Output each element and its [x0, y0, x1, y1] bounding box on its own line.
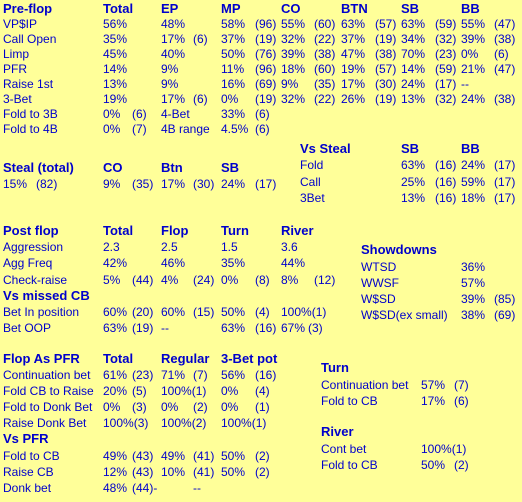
stat-count: (43): [132, 465, 154, 479]
col-turn: Turn: [221, 223, 249, 238]
stat-value: 26%: [341, 92, 366, 106]
flop-pfr-header: Flop As PFR: [3, 351, 80, 366]
stat-count: (19): [375, 32, 397, 46]
stat-value: 4.5%: [221, 122, 249, 136]
stat-value: 100%(1): [421, 442, 467, 456]
stat-count: (3): [308, 321, 323, 335]
row-label: Continuation bet: [3, 368, 91, 382]
stat-value: 48%: [161, 17, 186, 31]
stat-count: (16): [435, 158, 457, 172]
stat-value: 9%: [161, 62, 179, 76]
stat-value: 11%: [221, 62, 245, 76]
col-bb: BB: [461, 1, 480, 16]
preflop-header: Pre-flop: [3, 1, 53, 16]
stat-count: (1): [255, 400, 270, 414]
postflop-header: Post flop: [3, 223, 59, 238]
stat-value: 100%(2): [161, 416, 207, 430]
stat-count: (32): [435, 32, 457, 46]
stat-value: 18%: [281, 62, 306, 76]
stat-count: (16): [255, 368, 277, 382]
stat-count: (6): [454, 394, 469, 408]
row-label: Fold to CB: [321, 394, 378, 408]
row-label: Fold to CB: [3, 449, 60, 463]
stat-count: (7): [193, 368, 208, 382]
stat-count: (32): [435, 92, 457, 106]
stat-count: (57): [375, 17, 397, 31]
stat-value: 71%: [161, 368, 186, 382]
stat-value: 50%: [221, 449, 246, 463]
stat-value: 13%: [401, 191, 426, 205]
row-label: Call: [300, 175, 321, 189]
stat-value: 70%: [401, 47, 426, 61]
stat-value: 0%: [103, 107, 121, 121]
stat-count: (38): [375, 47, 397, 61]
row-label: 3-Bet: [3, 92, 32, 106]
stat-count: (69): [494, 308, 516, 322]
col-mp: MP: [221, 1, 241, 16]
stat-value: 33%: [221, 107, 246, 121]
row-label: Raise Donk Bet: [3, 416, 87, 430]
row-label: Limp: [3, 47, 30, 61]
stat-value: 55%: [281, 17, 306, 31]
row-label: WTSD: [361, 260, 397, 274]
stat-value: 63%: [341, 17, 366, 31]
stat-value: 14%: [401, 62, 426, 76]
stat-count: (7): [132, 122, 147, 136]
stat-value: 100%(3): [103, 416, 149, 430]
stat-value: 42%: [103, 256, 128, 270]
stat-value: 57%: [461, 276, 486, 290]
stat-count: (35): [132, 177, 154, 191]
stat-count: (2): [255, 449, 270, 463]
stat-value: 24%: [461, 158, 486, 172]
steal-header: Steal (total): [3, 160, 74, 175]
stat-count: (19): [255, 92, 277, 106]
col-3bet-pot: 3-Bet pot: [221, 351, 278, 366]
stat-value: 63%: [221, 321, 246, 335]
stat-value: 39%: [281, 47, 306, 61]
row-label: Fold to 3B: [3, 107, 58, 121]
stat-value: --: [461, 77, 469, 91]
stat-value: 10%: [161, 465, 186, 479]
stat-count: (38): [314, 47, 336, 61]
stat-value: 39%: [461, 292, 486, 306]
stat-count: (47): [494, 62, 516, 76]
row-label: Fold CB to Raise: [3, 384, 94, 398]
col-total: Total: [103, 223, 134, 238]
vs-pfr-header: Vs PFR: [3, 431, 49, 446]
stat-count: (17): [435, 77, 457, 91]
stat-count: (5): [132, 384, 147, 398]
col-total: Total: [103, 351, 134, 366]
showdowns-header: Showdowns: [361, 242, 437, 257]
stat-count: (30): [375, 77, 397, 91]
col-regular: Regular: [161, 351, 210, 366]
stat-value: 58%: [221, 17, 246, 31]
stat-value: 1.5: [221, 240, 238, 254]
stat-value: 48%: [103, 481, 128, 495]
stat-value: 45%: [103, 47, 128, 61]
stat-value: 47%: [341, 47, 366, 61]
row-label: Fold to CB: [321, 458, 378, 472]
stat-count: (69): [255, 77, 277, 91]
stat-count: (82): [36, 177, 58, 191]
stat-value: 63%: [401, 158, 426, 172]
stat-value: 21%: [461, 62, 486, 76]
stat-value: 19%: [103, 92, 128, 106]
col-sb: SB: [221, 160, 240, 175]
stat-value: 0%: [461, 47, 479, 61]
col-ep: EP: [161, 1, 179, 16]
stat-count: (60): [314, 62, 336, 76]
turn-header: Turn: [321, 360, 349, 375]
row-label: Raise CB: [3, 465, 54, 479]
stat-value: 50%: [221, 47, 246, 61]
stat-value: 2.3: [103, 240, 120, 254]
stat-value: 49%: [161, 449, 186, 463]
stat-value: 19%: [341, 62, 366, 76]
stat-value: 12%: [103, 465, 128, 479]
stat-value: 55%: [461, 17, 486, 31]
stat-value: 24%: [401, 77, 426, 91]
stat-count: (2): [193, 400, 208, 414]
stat-count: (17): [255, 177, 277, 191]
row-label: W$SD: [361, 292, 396, 306]
stat-value: 100%(1): [221, 416, 267, 430]
row-label: W$SD(ex small): [361, 308, 448, 322]
row-label: 4B range: [161, 122, 210, 136]
stat-count: (20): [132, 305, 154, 319]
stat-value: 50%: [421, 458, 446, 472]
stat-value: 49%: [103, 449, 128, 463]
col-co: CO: [281, 1, 301, 16]
stat-count: (59): [435, 17, 457, 31]
stat-count: (16): [435, 191, 457, 205]
stat-value: 2.5: [161, 240, 178, 254]
stat-count: (6): [255, 107, 270, 121]
stat-count: (96): [255, 17, 277, 31]
col-btn: BTN: [341, 1, 368, 16]
stat-value: 56%: [103, 17, 128, 31]
stat-value: 50%: [221, 465, 246, 479]
stat-count: (43): [132, 449, 154, 463]
stat-value: 0%: [103, 122, 121, 136]
stat-value: 13%: [401, 92, 426, 106]
stat-value: 17%: [341, 77, 366, 91]
row-label: 4-Bet: [161, 107, 190, 121]
stat-value: 25%: [401, 175, 426, 189]
stat-value: 59%: [461, 175, 486, 189]
vs-missed-cb-header: Vs missed CB: [3, 288, 90, 303]
row-label: Continuation bet: [321, 378, 409, 392]
row-label: Fold to 4B: [3, 122, 58, 136]
stat-value: 100%(1): [161, 384, 207, 398]
row-label: PFR: [3, 62, 27, 76]
stat-value: 61%: [103, 368, 128, 382]
row-label: Check-raise: [3, 273, 68, 287]
stat-count: (22): [314, 92, 336, 106]
stat-value: 16%: [221, 77, 246, 91]
stat-count: (22): [314, 32, 336, 46]
stat-count: (38): [494, 32, 516, 46]
stat-value: --: [161, 321, 169, 335]
stat-count: (6): [132, 107, 147, 121]
stat-count: (19): [375, 92, 397, 106]
stat-count: (8): [255, 273, 270, 287]
row-label: WWSF: [361, 276, 399, 290]
stat-count: (6): [193, 92, 208, 106]
row-label: Donk bet: [3, 481, 52, 495]
stat-value: 34%: [401, 32, 426, 46]
row-label: Bet In position: [3, 305, 80, 319]
stat-value: 63%: [401, 17, 426, 31]
stat-value: 37%: [341, 32, 366, 46]
stat-count: (59): [435, 62, 457, 76]
stat-value: 24%: [221, 177, 246, 191]
stat-value: 24%: [461, 92, 486, 106]
stat-count: (38): [494, 92, 516, 106]
stat-value: 100%(1): [281, 305, 327, 319]
stat-count: (7): [454, 378, 469, 392]
stat-value: 63%: [103, 321, 128, 335]
stat-count: (16): [435, 175, 457, 189]
stat-count: (2): [454, 458, 469, 472]
col-co: CO: [103, 160, 123, 175]
row-label: Agg Freq: [3, 256, 53, 270]
stat-value: 8%: [281, 273, 299, 287]
row-label: Cont bet: [321, 442, 367, 456]
stat-count: (17): [494, 158, 516, 172]
stat-count: (3): [132, 400, 147, 414]
row-label: Call Open: [3, 32, 57, 46]
stat-count: (19): [255, 32, 277, 46]
stat-value: 5%: [103, 273, 121, 287]
row-label: VP$IP: [3, 17, 38, 31]
stat-count: (15): [193, 305, 215, 319]
stat-count: (30): [193, 177, 215, 191]
stat-value: 60%: [161, 305, 186, 319]
stat-count: (76): [255, 47, 277, 61]
stat-count: (6): [494, 47, 509, 61]
stat-count: (23): [132, 368, 154, 382]
row-label: 3Bet: [300, 191, 325, 205]
stat-value: 35%: [103, 32, 128, 46]
stat-count: (4): [255, 305, 270, 319]
col-river: River: [281, 223, 314, 238]
stat-value: 17%: [161, 92, 186, 106]
stat-count: (35): [314, 77, 336, 91]
stat-count: (60): [314, 17, 336, 31]
stat-value: 4%: [161, 273, 179, 287]
stat-count: (96): [255, 62, 277, 76]
stat-value: 17%: [421, 394, 446, 408]
stat-value: 35%: [221, 256, 246, 270]
col-sb: SB: [401, 1, 420, 16]
stat-value: 46%: [161, 256, 186, 270]
stat-value: 38%: [461, 308, 486, 322]
stat-value: 0%: [221, 400, 239, 414]
row-label: Fold to Donk Bet: [3, 400, 93, 414]
stat-value: 36%: [461, 260, 486, 274]
row-label: Bet OOP: [3, 321, 52, 335]
stat-count: (57): [375, 62, 397, 76]
stat-count: (41): [193, 465, 215, 479]
stat-count: (16): [255, 321, 277, 335]
stat-value: --: [193, 481, 201, 495]
stat-value: 20%: [103, 384, 128, 398]
row-label: Fold: [300, 158, 324, 172]
stat-value: 18%: [461, 191, 486, 205]
stat-value: 57%: [421, 378, 446, 392]
stat-count: (4): [255, 384, 270, 398]
stat-value: 40%: [161, 47, 186, 61]
stat-value: 44%: [281, 256, 306, 270]
stat-count: (6): [255, 122, 270, 136]
row-label: Aggression: [3, 240, 64, 254]
col-sb: SB: [401, 141, 420, 156]
stat-value: 9%: [161, 77, 179, 91]
stat-value: 9%: [103, 177, 121, 191]
stat-count: (44)-: [132, 481, 158, 495]
stat-count: (41): [193, 449, 215, 463]
row-label: Raise 1st: [3, 77, 54, 91]
stat-value: 0%: [221, 384, 239, 398]
stat-value: 14%: [103, 62, 128, 76]
stat-count: (17): [494, 175, 516, 189]
stat-value: 0%: [161, 400, 179, 414]
col-total: Total: [103, 1, 134, 16]
stat-count: (85): [494, 292, 516, 306]
stat-count: (17): [494, 191, 516, 205]
stat-count: (47): [494, 17, 516, 31]
col-flop: Flop: [161, 223, 189, 238]
river-header: River: [321, 424, 354, 439]
stat-count: (12): [314, 273, 336, 287]
stat-value: 0%: [103, 400, 121, 414]
stat-value: 32%: [281, 92, 306, 106]
stat-value: 39%: [461, 32, 486, 46]
stat-count: (19): [132, 321, 154, 335]
col-btn: Btn: [161, 160, 183, 175]
stat-value: 0%: [221, 273, 239, 287]
stat-value: 15%: [3, 177, 28, 191]
stat-count: (23): [435, 47, 457, 61]
stat-value: 9%: [281, 77, 299, 91]
stat-count: (24): [193, 273, 215, 287]
stat-value: 50%: [221, 305, 246, 319]
stat-count: (44): [132, 273, 154, 287]
stat-count: (2): [255, 465, 270, 479]
stat-value: 17%: [161, 32, 186, 46]
vs-steal-header: Vs Steal: [300, 141, 351, 156]
stat-value: 60%: [103, 305, 128, 319]
stat-value: 0%: [221, 92, 239, 106]
stat-value: 37%: [221, 32, 246, 46]
stat-value: 32%: [281, 32, 306, 46]
stat-value: 3.6: [281, 240, 298, 254]
stat-value: 17%: [161, 177, 186, 191]
stat-value: 13%: [103, 77, 128, 91]
col-bb: BB: [461, 141, 480, 156]
stat-value: 56%: [221, 368, 246, 382]
stat-value: 67%: [281, 321, 306, 335]
stat-count: (6): [193, 32, 208, 46]
